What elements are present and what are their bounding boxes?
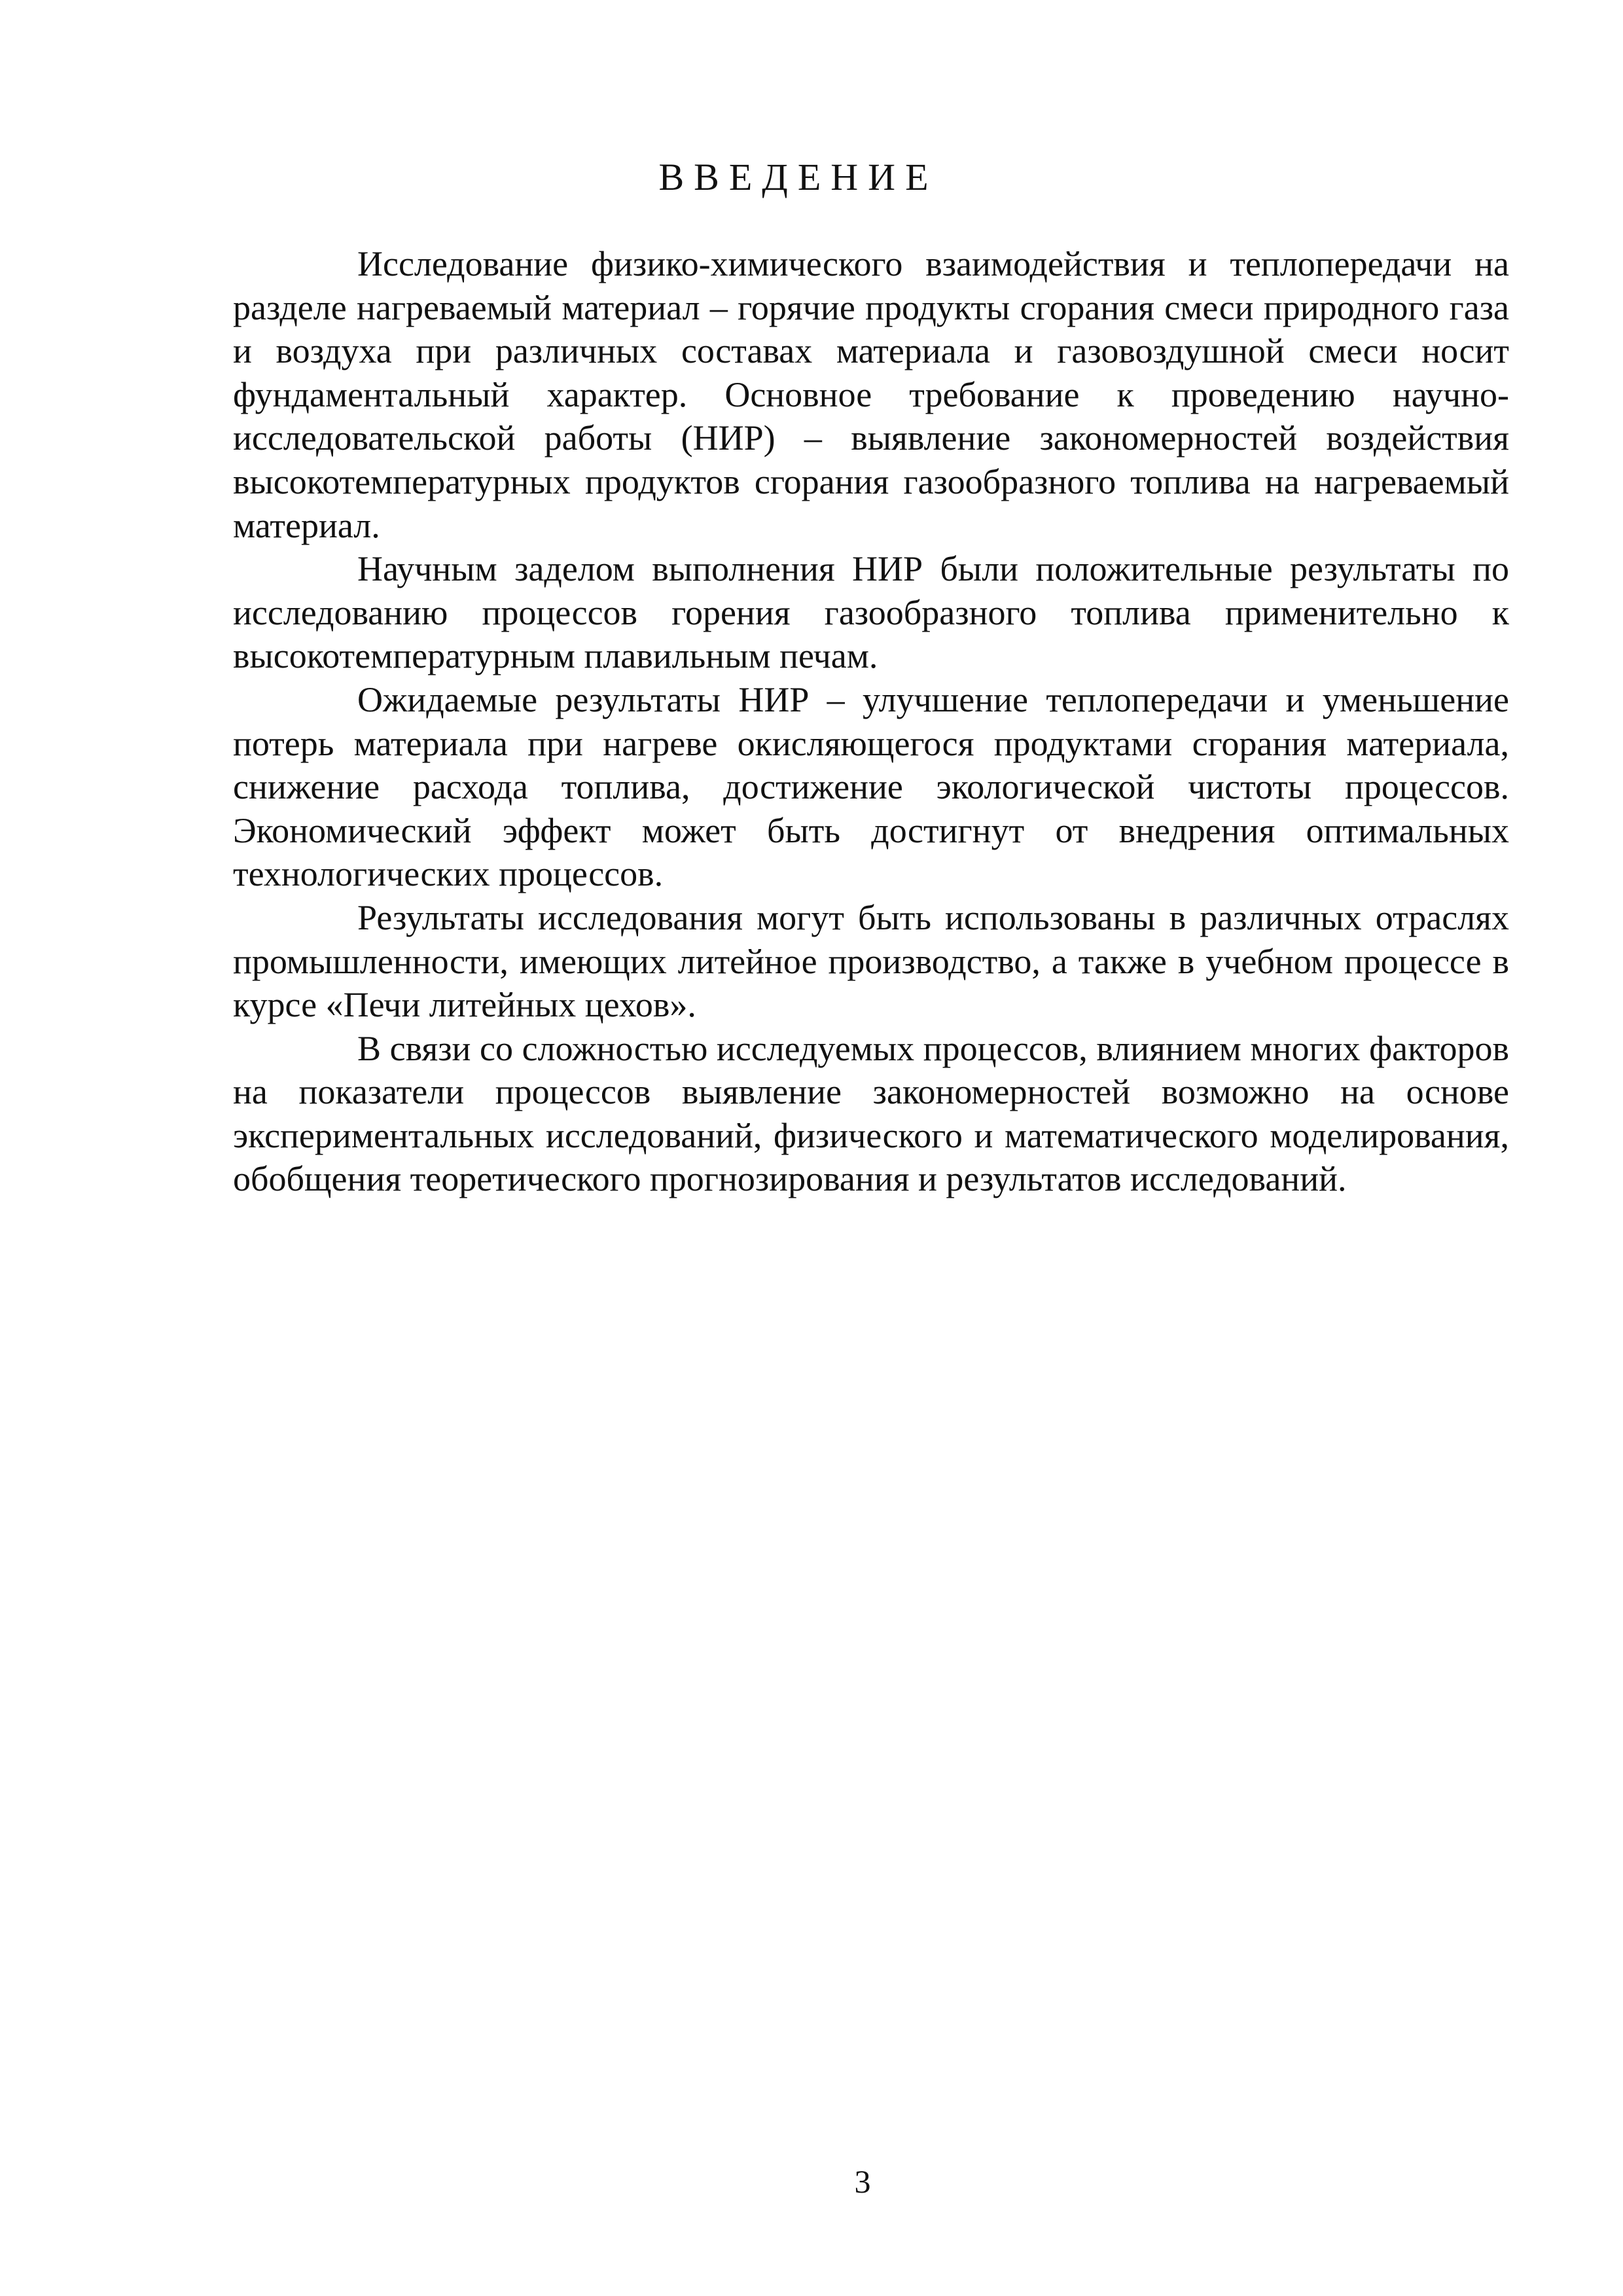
paragraph-1: Исследование физико-химического взаимодействия и теплопередачи на разделе нагреваемый материал – горячие продукты сгорания смеси природного газа и воздуха при различных составах материала и газовоздушной смеси носит фундаментальный характер. Основное требование к проведению научно-исследовательской работы (НИР) – выявление закономерностей воздействия высокотемпературных продуктов сгорания газообразного топлива на нагреваемый материал.	[233, 244, 1509, 545]
paragraph-5: В связи со сложностью исследуемых процессов, влиянием многих факторов на показатели процессов выявление закономерностей возможно на основе экспериментальных исследований, физического и математического моделирования, обобщения теоретического прогнозирования и результатов исследований.	[233, 1028, 1509, 1199]
paragraph-2: Научным заделом выполнения НИР были положительные результаты по исследованию процессов горения газообразного топлива применительно к высокотемпературным плавильным печам.	[233, 549, 1509, 676]
page-number-text: 3	[854, 2163, 871, 2200]
section-heading-text: ВВЕДЕНИЕ	[658, 156, 938, 198]
body-text	[233, 242, 1509, 1201]
paragraph-3: Ожидаемые результаты НИР – улучшение теплопередачи и уменьшение потерь материала при нагреве окисляющегося продуктами сгорания материала, снижение расхода топлива, достижение экологической чистоты процессов. Экономический эффект может быть достигнут от внедрения оптимальных технологических процессов.	[233, 679, 1509, 894]
paragraph-4: Результаты исследования могут быть использованы в различных отраслях промышленности, имеющих литейное производство, а также в учебном процессе в курсе «Печи литейных цехов».	[233, 897, 1509, 1025]
